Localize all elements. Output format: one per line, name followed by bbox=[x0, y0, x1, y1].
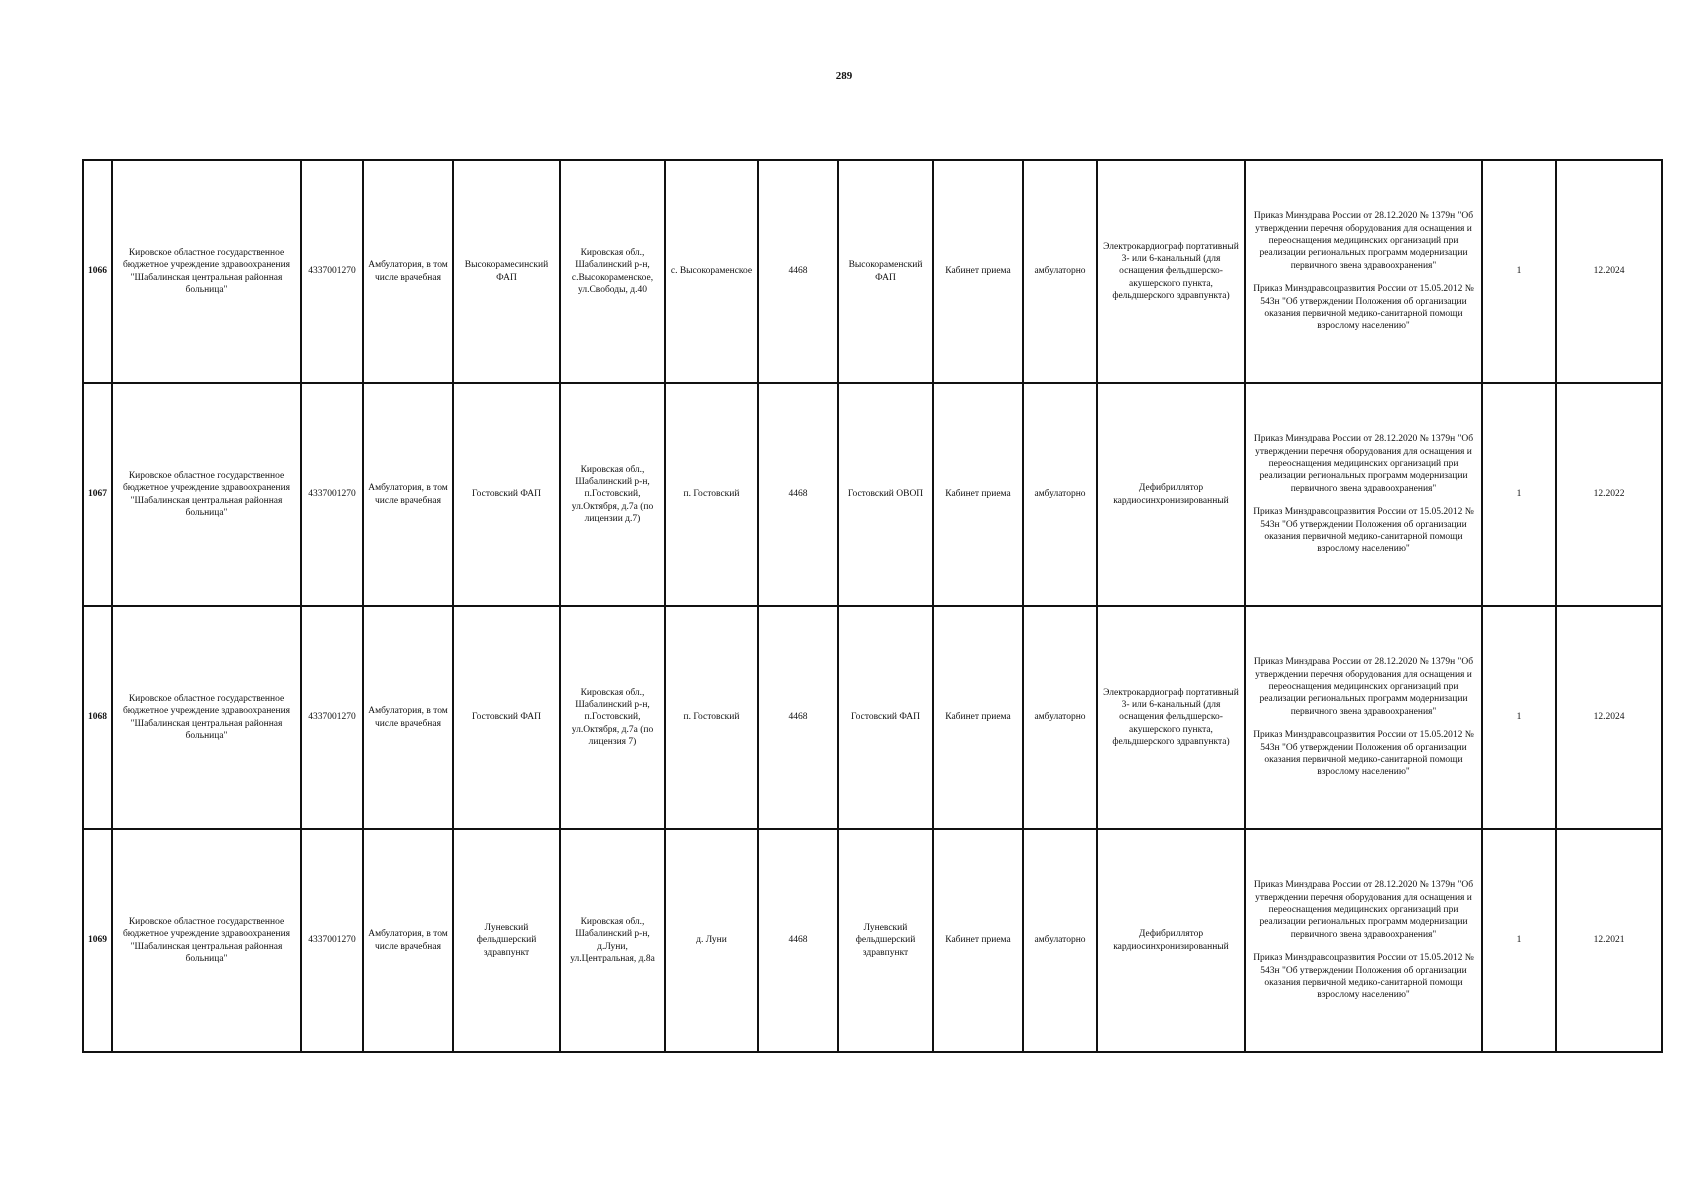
regulation-order-543n: Приказ Минздравсоцразвития России от 15.05.2012 № 543н "Об утверждении Положения об организации оказания первичной медико-санитарной помощи взрослому населению" bbox=[1253, 953, 1474, 1001]
locality-cell: п. Гостовский bbox=[665, 606, 758, 829]
row-number: 1069 bbox=[83, 829, 112, 1052]
placement-cell: Гостовский ОВОП bbox=[838, 383, 933, 606]
population-cell: 4468 bbox=[758, 160, 838, 383]
room-cell: Кабинет приема bbox=[933, 383, 1023, 606]
equipment-name: Электрокардиограф портативный 3- или 6-канальный (для оснащения фельдшерско-акушерского пункта, фельдшерского здравпункта) bbox=[1097, 606, 1245, 829]
regulation-order-543n: Приказ Минздравсоцразвития России от 15.05.2012 № 543н "Об утверждении Положения об организации оказания первичной медико-санитарной помощи взрослому населению" bbox=[1253, 730, 1474, 778]
unit-name: Гостовский ФАП bbox=[453, 383, 560, 606]
facility-type: Амбулатория, в том числе врачебная bbox=[363, 829, 453, 1052]
facility-type: Амбулатория, в том числе врачебная bbox=[363, 160, 453, 383]
row-number: 1067 bbox=[83, 383, 112, 606]
inn-cell: 4337001270 bbox=[301, 160, 363, 383]
inn-cell: 4337001270 bbox=[301, 829, 363, 1052]
unit-name: Гостовский ФАП bbox=[453, 606, 560, 829]
facility-type: Амбулатория, в том числе врачебная bbox=[363, 606, 453, 829]
regulation-order-543n: Приказ Минздравсоцразвития России от 15.05.2012 № 543н "Об утверждении Положения об организации оказания первичной медико-санитарной помощи взрослому населению" bbox=[1253, 284, 1474, 332]
organization-name: Кировское областное государственное бюджетное учреждение здравоохранения "Шабалинская центральная районная больница" bbox=[112, 606, 301, 829]
paragraph-gap bbox=[1249, 495, 1478, 506]
organization-name: Кировское областное государственное бюджетное учреждение здравоохранения "Шабалинская центральная районная больница" bbox=[112, 829, 301, 1052]
regulation-cell bbox=[1245, 160, 1482, 383]
equipment-name: Дефибриллятор кардиосинхронизированный bbox=[1097, 829, 1245, 1052]
organization-name: Кировское областное государственное бюджетное учреждение здравоохранения "Шабалинская центральная районная больница" bbox=[112, 383, 301, 606]
care-condition: амбулаторно bbox=[1023, 606, 1097, 829]
equipment-name: Электрокардиограф портативный 3- или 6-канальный (для оснащения фельдшерско-акушерского пункта, фельдшерского здравпункта) bbox=[1097, 160, 1245, 383]
address-cell: Кировская обл., Шабалинский р-н, п.Гостовский, ул.Октября, д.7а (по лицензии д.7) bbox=[560, 383, 665, 606]
quantity-cell: 1 bbox=[1482, 383, 1556, 606]
address-cell: Кировская обл., Шабалинский р-н, п.Гостовский, ул.Октября, д.7а (по лицензия 7) bbox=[560, 606, 665, 829]
table-row bbox=[83, 160, 1662, 383]
room-cell: Кабинет приема bbox=[933, 606, 1023, 829]
regulation-order-1379n: Приказ Минздрава России от 28.12.2020 № 1379н "Об утверждении перечня оборудования для оснащения и переоснащения медицинских организаций при реализации региональных программ модернизации первичного звена здравоохранения" bbox=[1253, 211, 1474, 271]
delivery-date: 12.2024 bbox=[1556, 160, 1662, 383]
quantity-cell: 1 bbox=[1482, 160, 1556, 383]
row-number: 1066 bbox=[83, 160, 112, 383]
regulation-cell bbox=[1245, 829, 1482, 1052]
table-row bbox=[83, 829, 1662, 1052]
population-cell: 4468 bbox=[758, 829, 838, 1052]
inn-cell: 4337001270 bbox=[301, 383, 363, 606]
regulation-order-1379n: Приказ Минздрава России от 28.12.2020 № 1379н "Об утверждении перечня оборудования для оснащения и переоснащения медицинских организаций при реализации региональных программ модернизации первичного звена здравоохранения" bbox=[1253, 880, 1474, 940]
delivery-date: 12.2022 bbox=[1556, 383, 1662, 606]
population-cell: 4468 bbox=[758, 383, 838, 606]
unit-name: Высокорамесинский ФАП bbox=[453, 160, 560, 383]
locality-cell: п. Гостовский bbox=[665, 383, 758, 606]
equipment-name: Дефибриллятор кардиосинхронизированный bbox=[1097, 383, 1245, 606]
population-cell: 4468 bbox=[758, 606, 838, 829]
inn-cell: 4337001270 bbox=[301, 606, 363, 829]
room-cell: Кабинет приема bbox=[933, 829, 1023, 1052]
delivery-date: 12.2021 bbox=[1556, 829, 1662, 1052]
locality-cell: с. Высокораменское bbox=[665, 160, 758, 383]
paragraph-gap bbox=[1249, 941, 1478, 952]
regulation-cell bbox=[1245, 383, 1482, 606]
table-body bbox=[83, 160, 1662, 1052]
table-row bbox=[83, 383, 1662, 606]
care-condition: амбулаторно bbox=[1023, 160, 1097, 383]
quantity-cell: 1 bbox=[1482, 606, 1556, 829]
delivery-date: 12.2024 bbox=[1556, 606, 1662, 829]
placement-cell: Высокораменский ФАП bbox=[838, 160, 933, 383]
care-condition: амбулаторно bbox=[1023, 829, 1097, 1052]
care-condition: амбулаторно bbox=[1023, 383, 1097, 606]
row-number: 1068 bbox=[83, 606, 112, 829]
facility-type: Амбулатория, в том числе врачебная bbox=[363, 383, 453, 606]
regulation-order-543n: Приказ Минздравсоцразвития России от 15.05.2012 № 543н "Об утверждении Положения об организации оказания первичной медико-санитарной помощи взрослому населению" bbox=[1253, 507, 1474, 555]
organization-name: Кировское областное государственное бюджетное учреждение здравоохранения "Шабалинская центральная районная больница" bbox=[112, 160, 301, 383]
equipment-table bbox=[82, 159, 1663, 1053]
placement-cell: Луневский фельдшерский здравпункт bbox=[838, 829, 933, 1052]
paragraph-gap bbox=[1249, 272, 1478, 283]
regulation-order-1379n: Приказ Минздрава России от 28.12.2020 № 1379н "Об утверждении перечня оборудования для оснащения и переоснащения медицинских организаций при реализации региональных программ модернизации первичного звена здравоохранения" bbox=[1253, 434, 1474, 494]
address-cell: Кировская обл., Шабалинский р-н, с.Высокораменское, ул.Свободы, д.40 bbox=[560, 160, 665, 383]
unit-name: Луневский фельдшерский здравпункт bbox=[453, 829, 560, 1052]
regulation-cell bbox=[1245, 606, 1482, 829]
table-row bbox=[83, 606, 1662, 829]
address-cell: Кировская обл., Шабалинский р-н, д.Луни, ул.Центральная, д.8а bbox=[560, 829, 665, 1052]
room-cell: Кабинет приема bbox=[933, 160, 1023, 383]
page-number: 289 bbox=[835, 70, 853, 82]
locality-cell: д. Луни bbox=[665, 829, 758, 1052]
paragraph-gap bbox=[1249, 718, 1478, 729]
regulation-order-1379n: Приказ Минздрава России от 28.12.2020 № 1379н "Об утверждении перечня оборудования для оснащения и переоснащения медицинских организаций при реализации региональных программ модернизации первичного звена здравоохранения" bbox=[1253, 657, 1474, 717]
placement-cell: Гостовский ФАП bbox=[838, 606, 933, 829]
quantity-cell: 1 bbox=[1482, 829, 1556, 1052]
